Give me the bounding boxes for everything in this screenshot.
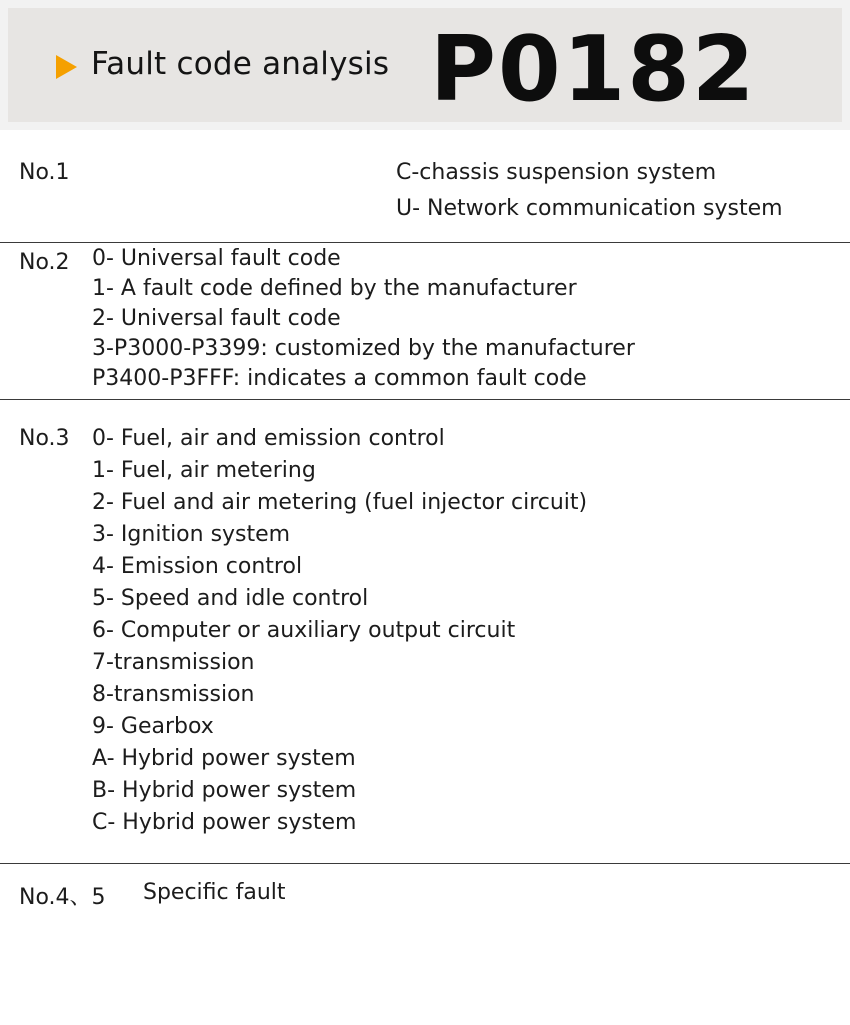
- section-label-no4-5: No.4、5: [19, 885, 106, 910]
- list-item: Specific fault: [143, 880, 286, 905]
- section-label-no3: No.3: [19, 426, 70, 451]
- list-item: B- Hybrid power system: [92, 778, 357, 803]
- list-item: C- Hybrid power system: [92, 810, 357, 835]
- list-item: 5- Speed and idle control: [92, 586, 369, 611]
- list-item: U- Network communication system: [396, 196, 783, 221]
- header-title: Fault code analysis: [91, 46, 390, 82]
- list-item: 3-P3000-P3399: customized by the manufacturer: [92, 336, 635, 361]
- list-item: P3400-P3FFF: indicates a common fault code: [92, 366, 587, 391]
- section-label-no2: No.2: [19, 250, 70, 275]
- list-item: 1- Fuel, air metering: [92, 458, 316, 483]
- header-banner: [0, 0, 850, 130]
- list-item: A- Hybrid power system: [92, 746, 356, 771]
- list-item: 2- Universal fault code: [92, 306, 341, 331]
- play-triangle-icon: [56, 55, 77, 79]
- list-item: 7-transmission: [92, 650, 255, 675]
- list-item: C-chassis suspension system: [396, 160, 717, 185]
- section-divider: [0, 863, 850, 864]
- list-item: 0- Fuel, air and emission control: [92, 426, 445, 451]
- list-item: 6- Computer or auxiliary output circuit: [92, 618, 516, 643]
- list-item: 9- Gearbox: [92, 714, 214, 739]
- list-item: 2- Fuel and air metering (fuel injector circuit): [92, 490, 588, 515]
- list-item: 4- Emission control: [92, 554, 303, 579]
- fault-code: P0182: [430, 17, 757, 122]
- section-divider: [0, 399, 850, 400]
- section-divider: [0, 242, 850, 243]
- list-item: 0- Universal fault code: [92, 246, 341, 271]
- list-item: 1- A fault code defined by the manufacturer: [92, 276, 577, 301]
- section-label-no1: No.1: [19, 160, 70, 185]
- list-item: 3- Ignition system: [92, 522, 291, 547]
- list-item: 8-transmission: [92, 682, 255, 707]
